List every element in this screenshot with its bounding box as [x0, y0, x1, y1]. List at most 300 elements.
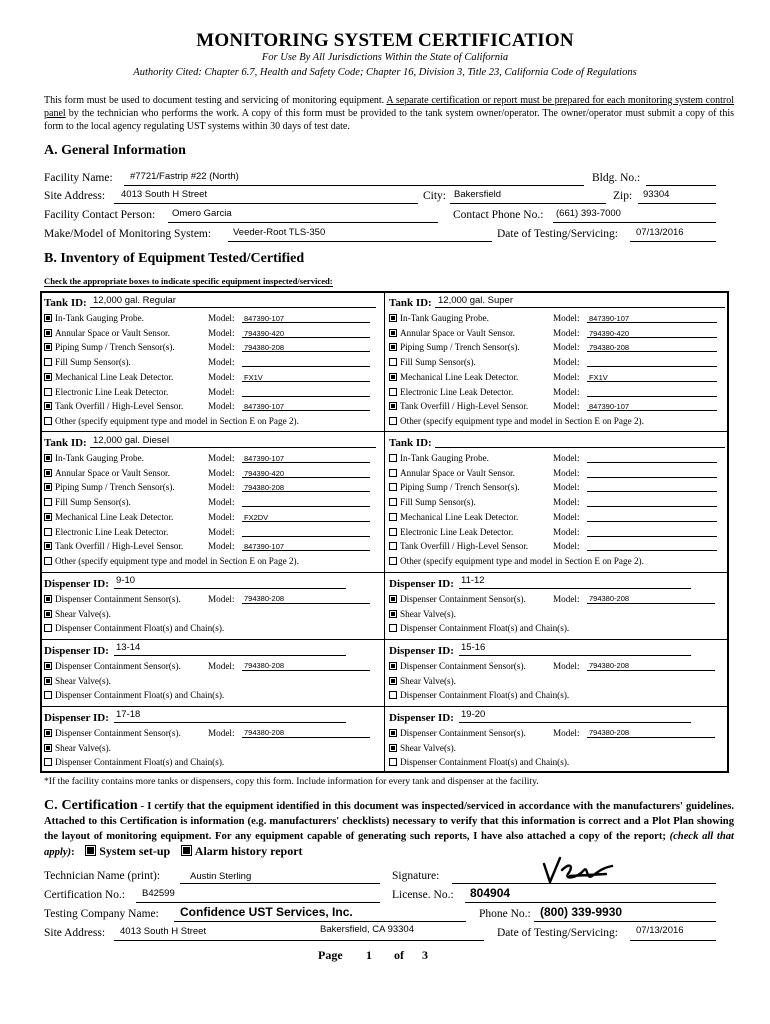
tank-item-checkbox[interactable] — [44, 417, 52, 425]
tank-item-label: Piping Sump / Trench Sensor(s). — [400, 342, 520, 353]
dispenser-item-label: Shear Valve(s). — [55, 608, 111, 619]
dispenser-item-label: Dispenser Containment Sensor(s). — [55, 728, 181, 738]
make-model-label: Make/Model of Monitoring System: — [44, 228, 212, 240]
dispenser-item-label: Dispenser Containment Float(s) and Chain(s). — [400, 623, 570, 633]
city-value: Bakersfield — [454, 189, 501, 200]
model-label: Model: — [553, 453, 580, 463]
authority-subtitle: Authority Cited: Chapter 6.7, Health and Safety Code; Chapter 16, Division 3, Title 23, California Code of Regulations — [133, 67, 637, 78]
model-label: Model: — [553, 497, 580, 508]
intro-text-underlined: A separate certification or report must be prepared for each monitoring system control panel — [44, 95, 735, 119]
tank-item-label: Electronic Line Leak Detector. — [55, 526, 169, 537]
tank-item-label: Mechanical Line Leak Detector. — [55, 371, 174, 382]
model-field[interactable] — [587, 482, 717, 492]
intro-paragraph — [44, 94, 734, 133]
signature-image — [540, 852, 620, 888]
model-value: 794390-420 — [244, 328, 285, 338]
dispenser-item-label: Dispenser Containment Float(s) and Chain(s). — [400, 757, 570, 767]
bldg-field[interactable] — [646, 171, 716, 186]
model-label: Model: — [208, 327, 235, 338]
form-title: MONITORING SYSTEM CERTIFICATION — [196, 30, 574, 51]
tank-id-label: Tank ID: — [44, 297, 87, 309]
model-label: Model: — [208, 482, 235, 493]
tank-item-row[interactable] — [44, 357, 131, 367]
dispenser-item-label: Shear Valve(s). — [55, 742, 111, 753]
company-site-city: Bakersfield, CA 93304 — [320, 924, 415, 935]
dispenser-item-checkbox[interactable] — [44, 691, 52, 699]
tank-item-label: Electronic Line Leak Detector. — [55, 386, 169, 397]
dispenser-id-label: Dispenser ID: — [44, 645, 109, 657]
alarm-history-option[interactable] — [181, 844, 303, 858]
tank-item-label: Piping Sump / Trench Sensor(s). — [55, 342, 175, 353]
grid-row-divider-2 — [40, 572, 729, 573]
tank-item-label: Mechanical Line Leak Detector. — [55, 511, 174, 522]
zip-value: 93304 — [643, 189, 670, 200]
page-label: Page — [318, 948, 343, 962]
model-label: Model: — [553, 482, 580, 493]
dispenser-model-value: 794380-208 — [244, 594, 285, 603]
tank-item-label: In-Tank Gauging Probe. — [55, 313, 144, 323]
tank-item-label: Fill Sump Sensor(s). — [55, 497, 131, 508]
company-value: Confidence UST Services, Inc. — [180, 905, 353, 919]
model-label: Model: — [208, 357, 235, 368]
model-label: Model: — [208, 371, 235, 382]
model-label: Model: — [553, 401, 580, 412]
page-number: 1 — [366, 948, 372, 962]
license-label: License. No.: — [392, 889, 454, 901]
grid-row-divider-3 — [40, 639, 729, 640]
model-value: 847390-107 — [589, 402, 630, 412]
dispenser-id-field[interactable] — [459, 646, 691, 656]
tank-item-label: Fill Sump Sensor(s). — [55, 357, 131, 368]
dispenser-item-row[interactable] — [44, 728, 181, 738]
tank-item-checkbox[interactable] — [44, 557, 52, 565]
dispenser-id-value: 19-20 — [461, 709, 486, 720]
model-label: Model: — [553, 526, 580, 537]
tank-item-row[interactable] — [389, 416, 644, 426]
tank-item-label: Electronic Line Leak Detector. — [400, 386, 514, 397]
cert-no-label: Certification No.: — [44, 889, 126, 901]
tank-item-checkbox[interactable] — [44, 513, 52, 521]
model-field[interactable] — [587, 527, 717, 537]
model-value: 794380-208 — [244, 343, 285, 353]
tank-item-row[interactable] — [389, 313, 489, 323]
model-value: 847390-107 — [244, 454, 285, 463]
model-field[interactable] — [587, 387, 717, 397]
dispenser-item-row[interactable] — [44, 757, 224, 767]
dispenser-id-label: Dispenser ID: — [389, 645, 454, 657]
phone-label: Phone No.: — [479, 908, 531, 920]
model-field[interactable] — [587, 357, 717, 367]
tank-item-checkbox[interactable] — [389, 314, 397, 322]
tank-item-checkbox[interactable] — [389, 542, 397, 550]
tank-item-row[interactable] — [389, 357, 476, 367]
dispenser-item-row[interactable] — [44, 661, 181, 671]
cert-date-label: Date of Testing/Servicing: — [497, 927, 618, 939]
tank-item-label: Other (specify equipment type and model in Section E on Page 2). — [400, 555, 644, 566]
dispenser-id-value: 13-14 — [116, 642, 141, 653]
tank-item-row[interactable] — [44, 512, 173, 522]
model-label: Model: — [208, 511, 235, 522]
certification-text: - I certify that the equipment identified in this document was inspected/serviced in accordance with the manufacturers' guidelines. Attached to this Certification is information (e.g. manufacturers' checklists) necessary to verify that this information is correct and a Plot Plan showing the layout of monitoring equipment. For any equipment capable of generating such reports, I have also attached a copy of the report; — [44, 801, 734, 842]
model-label: Model: — [208, 313, 235, 323]
tank-item-checkbox[interactable] — [44, 373, 52, 381]
tank-id-value: 12,000 gal. Super — [438, 295, 514, 306]
system-setup-option[interactable] — [85, 844, 170, 858]
model-value: 847390-107 — [589, 314, 630, 323]
tank-item-row[interactable] — [389, 482, 520, 492]
dispenser-id-field[interactable] — [114, 713, 346, 723]
tank-item-checkbox[interactable] — [389, 402, 397, 410]
tank-item-checkbox[interactable] — [389, 454, 397, 462]
tank-item-label: In-Tank Gauging Probe. — [400, 313, 489, 323]
tank-item-label: Fill Sump Sensor(s). — [400, 357, 476, 368]
tank-item-row[interactable] — [44, 416, 299, 426]
company-site-label: Site Address: — [44, 927, 106, 939]
dispenser-model-value: 794380-208 — [589, 594, 630, 603]
dispenser-item-row[interactable] — [389, 623, 569, 633]
dispenser-item-label: Dispenser Containment Sensor(s). — [55, 661, 181, 671]
model-value: 794380-208 — [244, 483, 285, 493]
system-setup-label: System set-up — [99, 844, 171, 858]
grid-row-divider-1 — [40, 431, 729, 432]
model-field[interactable] — [587, 468, 717, 478]
model-value: FX1V — [244, 372, 263, 382]
dispenser-model-label: Model: — [553, 594, 580, 604]
contact-phone-label: Contact Phone No.: — [453, 209, 544, 221]
dispenser-item-checkbox[interactable] — [44, 758, 52, 766]
model-value: 847390-107 — [244, 542, 285, 552]
tank-id-value: 12,000 gal. Regular — [93, 295, 176, 306]
license-value: 804904 — [470, 886, 511, 900]
tank-item-checkbox[interactable] — [44, 402, 52, 410]
tank-item-row[interactable] — [44, 401, 183, 411]
technician-label: Technician Name (print): — [44, 870, 161, 882]
tank-item-checkbox[interactable] — [389, 417, 397, 425]
tank-item-label: Other (specify equipment type and model in Section E on Page 2). — [55, 555, 299, 566]
signature-label: Signature: — [392, 870, 440, 882]
tank-item-checkbox[interactable] — [389, 343, 397, 351]
dispenser-item-checkbox[interactable] — [44, 677, 52, 685]
dispenser-item-row[interactable] — [389, 609, 456, 619]
tank-item-checkbox[interactable] — [44, 343, 52, 351]
dispenser-item-row[interactable] — [44, 676, 111, 686]
model-value: 794390-420 — [589, 328, 630, 338]
tank-item-label: Mechanical Line Leak Detector. — [400, 511, 519, 522]
dispenser-item-checkbox[interactable] — [389, 677, 397, 685]
dispenser-item-checkbox[interactable] — [389, 729, 397, 737]
tank-item-checkbox[interactable] — [389, 329, 397, 337]
inventory-footnote: *If the facility contains more tanks or dispensers, copy this form. Include information for every tank and dispenser at the facility. — [44, 776, 539, 787]
dispenser-id-field[interactable] — [459, 579, 691, 589]
tank-id-label: Tank ID: — [44, 437, 87, 449]
tank-item-checkbox[interactable] — [44, 542, 52, 550]
model-label: Model: — [553, 467, 580, 478]
dispenser-id-value: 11-12 — [461, 575, 485, 586]
page-total: 3 — [422, 948, 428, 962]
model-label: Model: — [208, 541, 235, 552]
tank-item-checkbox[interactable] — [44, 528, 52, 536]
section-c-heading: C. Certification — [44, 798, 138, 813]
dispenser-item-label: Shear Valve(s). — [55, 675, 111, 686]
tank-item-row[interactable] — [389, 328, 515, 338]
system-setup-checkbox[interactable] — [85, 845, 96, 856]
model-value: 847390-107 — [244, 402, 285, 412]
dispenser-item-label: Dispenser Containment Float(s) and Chain(s). — [55, 757, 225, 767]
dispenser-model-label: Model: — [208, 661, 235, 671]
tank-item-row[interactable] — [389, 468, 515, 478]
model-label: Model: — [208, 497, 235, 508]
dispenser-item-checkbox[interactable] — [389, 662, 397, 670]
page-of-label: of — [394, 948, 404, 962]
tank-item-checkbox[interactable] — [44, 483, 52, 491]
dispenser-item-row[interactable] — [389, 594, 526, 604]
alarm-history-checkbox[interactable] — [181, 845, 192, 856]
tank-item-row[interactable] — [389, 401, 528, 411]
tank-item-row[interactable] — [44, 313, 144, 323]
facility-name-value: #7721/Fastrip #22 (North) — [130, 171, 239, 182]
dispenser-item-label: Dispenser Containment Float(s) and Chain(s). — [55, 623, 225, 633]
contact-person-label: Facility Contact Person: — [44, 209, 156, 221]
dispenser-item-label: Dispenser Containment Sensor(s). — [400, 594, 526, 604]
tank-item-checkbox[interactable] — [389, 358, 397, 366]
tank-item-row[interactable] — [389, 556, 644, 566]
tank-item-label: Tank Overfill / High-Level Sensor. — [55, 541, 184, 552]
cert-no-value: B42599 — [142, 888, 175, 899]
tank-item-row[interactable] — [44, 468, 170, 478]
tank-item-row[interactable] — [389, 387, 513, 397]
tank-item-checkbox[interactable] — [389, 388, 397, 396]
grid-row-divider-4 — [40, 706, 729, 707]
tank-item-checkbox[interactable] — [389, 469, 397, 477]
dispenser-item-checkbox[interactable] — [44, 662, 52, 670]
tank-item-row[interactable] — [44, 497, 131, 507]
model-label: Model: — [553, 342, 580, 353]
dispenser-item-row[interactable] — [389, 757, 569, 767]
testing-date-label: Date of Testing/Servicing: — [497, 228, 618, 240]
tank-item-row[interactable] — [44, 372, 173, 382]
dispenser-item-checkbox[interactable] — [44, 729, 52, 737]
tank-item-checkbox[interactable] — [44, 454, 52, 462]
dispenser-id-value: 15-16 — [461, 642, 486, 653]
dispenser-item-row[interactable] — [44, 690, 224, 700]
model-label: Model: — [553, 327, 580, 338]
zip-label: Zip: — [613, 190, 633, 202]
model-label: Model: — [553, 386, 580, 397]
dispenser-item-row[interactable] — [44, 743, 111, 753]
testing-date-value: 07/13/2016 — [636, 227, 684, 238]
tank-item-label: Piping Sump / Trench Sensor(s). — [400, 482, 520, 493]
model-label: Model: — [208, 386, 235, 397]
tank-item-checkbox[interactable] — [389, 557, 397, 565]
dispenser-item-checkbox[interactable] — [389, 610, 397, 618]
tank-item-checkbox[interactable] — [44, 388, 52, 396]
dispenser-item-label: Shear Valve(s). — [400, 608, 456, 619]
model-label: Model: — [208, 467, 235, 478]
dispenser-item-checkbox[interactable] — [389, 691, 397, 699]
tank-item-label: Tank Overfill / High-Level Sensor. — [400, 541, 529, 552]
model-label: Model: — [208, 453, 235, 463]
model-label: Model: — [553, 357, 580, 368]
tank-item-label: Tank Overfill / High-Level Sensor. — [55, 401, 184, 412]
tank-item-checkbox[interactable] — [389, 498, 397, 506]
dispenser-item-checkbox[interactable] — [44, 610, 52, 618]
tank-item-label: Other (specify equipment type and model in Section E on Page 2). — [55, 415, 299, 426]
tank-item-label: Fill Sump Sensor(s). — [400, 497, 476, 508]
make-model-value: Veeder-Root TLS-350 — [233, 227, 326, 238]
intro-text-2: by the technician who performs the work. A copy of this form must be provided to the tank system owner/operator. The owner/operator must submit a copy of this form to the local agency regulating UST systems within 30 days of test date. — [44, 108, 735, 132]
jurisdiction-subtitle: For Use By All Jurisdictions Within the State of California — [261, 52, 509, 63]
certification-paragraph: C. Certification - I certify that the equipment identified in this document was inspected/serviced in accordance with the manufacturers' guidelines. Attached to this Certification is information (e.g. manufacturers' checklists) necessary to verify that this information is correct and a Plot Plan showing the layout of monitoring equipment. For any equipment capable of generating such reports, I have also attached a copy of the report; (check all that apply): System set-up Alarm history report — [44, 798, 734, 858]
dispenser-item-checkbox[interactable] — [389, 624, 397, 632]
tank-item-checkbox[interactable] — [44, 469, 52, 477]
tank-item-label: Annular Space or Vault Sensor. — [55, 467, 170, 478]
inventory-instruction: Check the appropriate boxes to indicate specific equipment inspected/serviced: — [44, 276, 333, 286]
dispenser-item-label: Shear Valve(s). — [400, 675, 456, 686]
model-value: FX2DV — [244, 512, 269, 522]
dispenser-id-label: Dispenser ID: — [389, 712, 454, 724]
tank-item-label: Piping Sump / Trench Sensor(s). — [55, 482, 175, 493]
dispenser-item-checkbox[interactable] — [389, 595, 397, 603]
tank-item-checkbox[interactable] — [44, 498, 52, 506]
tank-item-label: Tank Overfill / High-Level Sensor. — [400, 401, 529, 412]
tank-item-label: Annular Space or Vault Sensor. — [400, 327, 515, 338]
tank-id-value: 12,000 gal. Diesel — [93, 435, 170, 446]
dispenser-id-field[interactable] — [114, 646, 346, 656]
company-label: Testing Company Name: — [44, 908, 159, 920]
site-address-label: Site Address: — [44, 190, 106, 202]
dispenser-id-label: Dispenser ID: — [44, 712, 109, 724]
dispenser-item-checkbox[interactable] — [44, 744, 52, 752]
intro-text-1: This form must be used to document testing and servicing of monitoring equipment. — [44, 95, 385, 106]
tank-id-label: Tank ID: — [389, 297, 432, 309]
dispenser-item-label: Dispenser Containment Sensor(s). — [55, 594, 181, 604]
model-label: Model: — [553, 371, 580, 382]
tank-item-row[interactable] — [44, 328, 170, 338]
tank-item-checkbox[interactable] — [44, 358, 52, 366]
dispenser-item-label: Dispenser Containment Float(s) and Chain(s). — [400, 690, 570, 700]
facility-name-label: Facility Name: — [44, 172, 113, 184]
dispenser-item-checkbox[interactable] — [44, 595, 52, 603]
model-label: Model: — [208, 342, 235, 353]
dispenser-id-field[interactable] — [114, 579, 346, 589]
dispenser-item-row[interactable] — [44, 594, 181, 604]
model-field[interactable] — [587, 541, 717, 551]
dispenser-item-row[interactable] — [389, 676, 456, 686]
tank-item-row[interactable] — [389, 512, 518, 522]
tank-item-checkbox[interactable] — [389, 513, 397, 521]
tank-item-row[interactable] — [389, 527, 513, 537]
tank-item-label: In-Tank Gauging Probe. — [400, 453, 489, 463]
city-label: City: — [423, 190, 447, 202]
model-field[interactable] — [242, 357, 370, 367]
dispenser-item-checkbox[interactable] — [44, 624, 52, 632]
tank-item-row[interactable] — [44, 453, 144, 463]
dispenser-item-label: Dispenser Containment Float(s) and Chain(s). — [55, 690, 225, 700]
dispenser-item-label: Dispenser Containment Sensor(s). — [400, 728, 526, 738]
tank-item-checkbox[interactable] — [389, 528, 397, 536]
dispenser-item-row[interactable] — [389, 690, 569, 700]
dispenser-model-label: Model: — [553, 728, 580, 738]
section-b-heading: B. Inventory of Equipment Tested/Certified — [44, 251, 305, 266]
contact-person-value: Omero Garcia — [172, 208, 232, 219]
tank-item-row[interactable] — [389, 372, 518, 382]
tank-item-row[interactable] — [44, 387, 168, 397]
dispenser-item-row[interactable] — [44, 623, 224, 633]
tank-item-label: In-Tank Gauging Probe. — [55, 453, 144, 463]
contact-phone-value: (661) 393-7000 — [556, 208, 621, 219]
dispenser-item-row[interactable] — [389, 728, 526, 738]
tank-item-row[interactable] — [389, 497, 476, 507]
dispenser-id-value: 17-18 — [116, 709, 141, 720]
dispenser-item-checkbox[interactable] — [389, 744, 397, 752]
bldg-label: Bldg. No.: — [592, 172, 641, 184]
model-field[interactable] — [587, 512, 717, 522]
tank-item-checkbox[interactable] — [44, 314, 52, 322]
model-label: Model: — [553, 511, 580, 522]
dispenser-item-checkbox[interactable] — [389, 758, 397, 766]
tank-item-label: Annular Space or Vault Sensor. — [400, 467, 515, 478]
dispenser-id-field[interactable] — [459, 713, 691, 723]
model-field[interactable] — [587, 497, 717, 507]
dispenser-id-label: Dispenser ID: — [44, 578, 109, 590]
model-field[interactable] — [587, 453, 717, 463]
model-field[interactable] — [242, 527, 370, 537]
dispenser-model-value: 794380-208 — [244, 728, 285, 737]
tank-item-row[interactable] — [389, 453, 489, 463]
model-field[interactable] — [242, 387, 370, 397]
tank-item-row[interactable] — [44, 527, 168, 537]
grid-divider — [384, 291, 385, 773]
tank-item-checkbox[interactable] — [389, 373, 397, 381]
check-all-hint: (check all that apply) — [44, 831, 734, 858]
model-label: Model: — [553, 541, 580, 552]
site-address-value: 4013 South H Street — [121, 189, 208, 200]
tank-item-row[interactable] — [389, 541, 528, 551]
tank-item-row[interactable] — [389, 342, 520, 352]
tank-item-row[interactable] — [44, 342, 175, 352]
model-label: Model: — [208, 526, 235, 537]
model-field[interactable] — [242, 497, 370, 507]
tank-id-label: Tank ID: — [389, 437, 432, 449]
model-value: 794390-420 — [244, 468, 285, 478]
dispenser-model-label: Model: — [208, 728, 235, 738]
tank-item-label: Mechanical Line Leak Detector. — [400, 371, 519, 382]
dispenser-item-label: Shear Valve(s). — [400, 742, 456, 753]
tank-item-row[interactable] — [44, 556, 299, 566]
dispenser-item-row[interactable] — [389, 661, 526, 671]
tank-item-label: Other (specify equipment type and model in Section E on Page 2). — [400, 415, 644, 426]
dispenser-model-value: 794380-208 — [244, 661, 285, 670]
dispenser-model-value: 794380-208 — [589, 728, 630, 737]
dispenser-id-label: Dispenser ID: — [389, 578, 454, 590]
cert-date-value: 07/13/2016 — [636, 925, 684, 936]
company-site-value: 4013 South H Street — [120, 926, 207, 937]
tank-item-checkbox[interactable] — [389, 483, 397, 491]
section-a-heading: A. General Information — [44, 143, 186, 158]
tank-item-row[interactable] — [44, 541, 183, 551]
tank-item-label: Annular Space or Vault Sensor. — [55, 327, 170, 338]
dispenser-model-label: Model: — [208, 594, 235, 604]
dispenser-item-row[interactable] — [44, 609, 111, 619]
model-label: Model: — [208, 401, 235, 412]
tank-item-checkbox[interactable] — [44, 329, 52, 337]
dispenser-item-row[interactable] — [389, 743, 456, 753]
dispenser-model-label: Model: — [553, 661, 580, 671]
model-value: FX1V — [589, 372, 608, 382]
tank-id-field[interactable] — [435, 438, 725, 448]
tank-item-row[interactable] — [44, 482, 175, 492]
dispenser-id-value: 9-10 — [116, 575, 136, 586]
